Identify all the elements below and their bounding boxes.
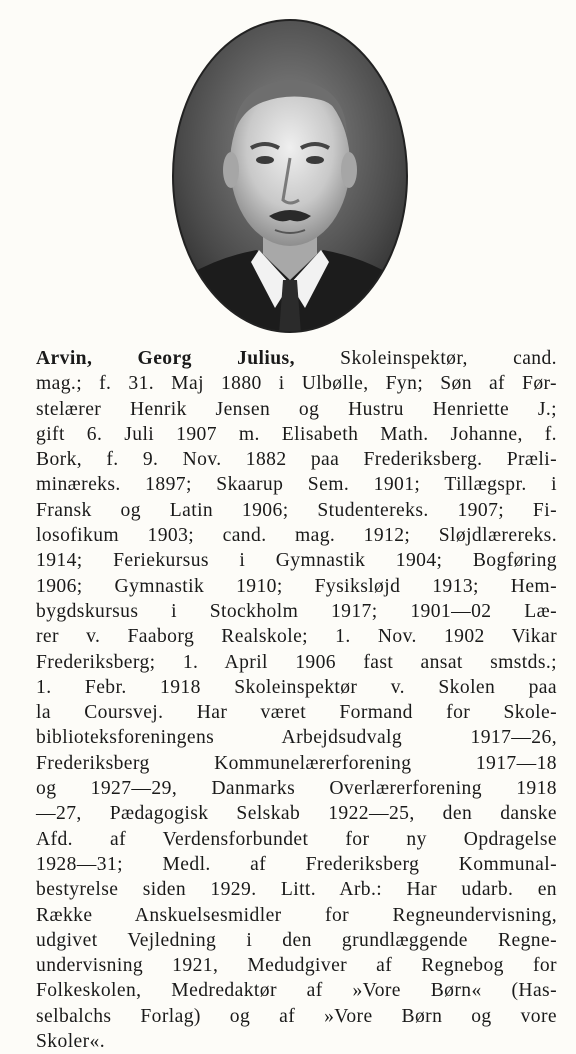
entry-line-4: gift 6. Juli 1907 m. Elisabeth Math. Johanne, f. [36,423,557,445]
entry-line-7: Fransk og Latin 1906; Studentereks. 1907; Fi- [36,499,557,521]
entry-line-9: 1914; Feriekursus i Gymnastik 1904; Bogføring [36,550,557,572]
entry-line-27: selbalchs Forlag) og af »Vore Børn og vore [36,1005,557,1027]
entry-line-21: 1928—31; Medl. af Frederiksberg Kommunal- [36,853,557,875]
entry-line-11: bygdskursus i Stockholm 1917; 1901—02 Læ- [36,600,557,622]
entry-line-19: —27, Pædagogisk Selskab 1922—25, den danske [36,803,557,825]
biography-entry [36,346,557,1054]
portrait-photo [171,18,409,334]
entry-line-23: Række Anskuelsesmidler for Regneundervisning, [36,904,557,926]
entry-line-12: rer v. Faaborg Realskole; 1. Nov. 1902 Vikar [36,626,557,648]
entry-line-20: Afd. af Verdensforbundet for ny Opdragelse [36,828,557,850]
entry-line-2: mag.; f. 31. Maj 1880 i Ulbølle, Fyn; Søn af Før- [36,373,557,395]
entry-line-10: 1906; Gymnastik 1910; Fysiksløjd 1913; Hem- [36,575,557,597]
entry-line-15: la Coursvej. Har været Formand for Skole- [36,702,557,724]
entry-line-28: Skoler«. [36,1031,106,1053]
person-name: Arvin, Georg Julius, [36,348,295,369]
entry-line-1: Arvin, Georg Julius, Skoleinspektør, cand. [36,348,557,369]
entry-line-17: Frederiksberg Kommunelærerforening 1917—18 [36,752,557,774]
entry-line-14: 1. Febr. 1918 Skoleinspektør v. Skolen paa [36,676,557,698]
entry-line-13: Frederiksberg; 1. April 1906 fast ansat smstds.; [36,651,557,673]
entry-line-18: og 1927—29, Danmarks Overlærerforening 1918 [36,778,557,800]
entry-line-8: losofikum 1903; cand. mag. 1912; Sløjdlærereks. [36,525,557,547]
entry-line-26: Folkeskolen, Medredaktør af »Vore Børn« (Has- [36,980,557,1002]
entry-line-22: bestyrelse siden 1929. Litt. Arb.: Har udarb. en [36,879,557,901]
entry-line-25: undervisning 1921, Medudgiver af Regnebog for [36,955,557,977]
entry-line-24: udgivet Vejledning i den grundlæggende Regne- [36,929,557,951]
entry-line-5: Bork, f. 9. Nov. 1882 paa Frederiksberg. Præli- [36,449,557,471]
entry-line-16: biblioteksforeningens Arbejdsudvalg 1917—26, [36,727,557,749]
entry-line-6: minæreks. 1897; Skaarup Sem. 1901; Tillægspr. i [36,474,557,496]
entry-line-3: stelærer Henrik Jensen og Hustru Henriette J.; [36,398,557,420]
